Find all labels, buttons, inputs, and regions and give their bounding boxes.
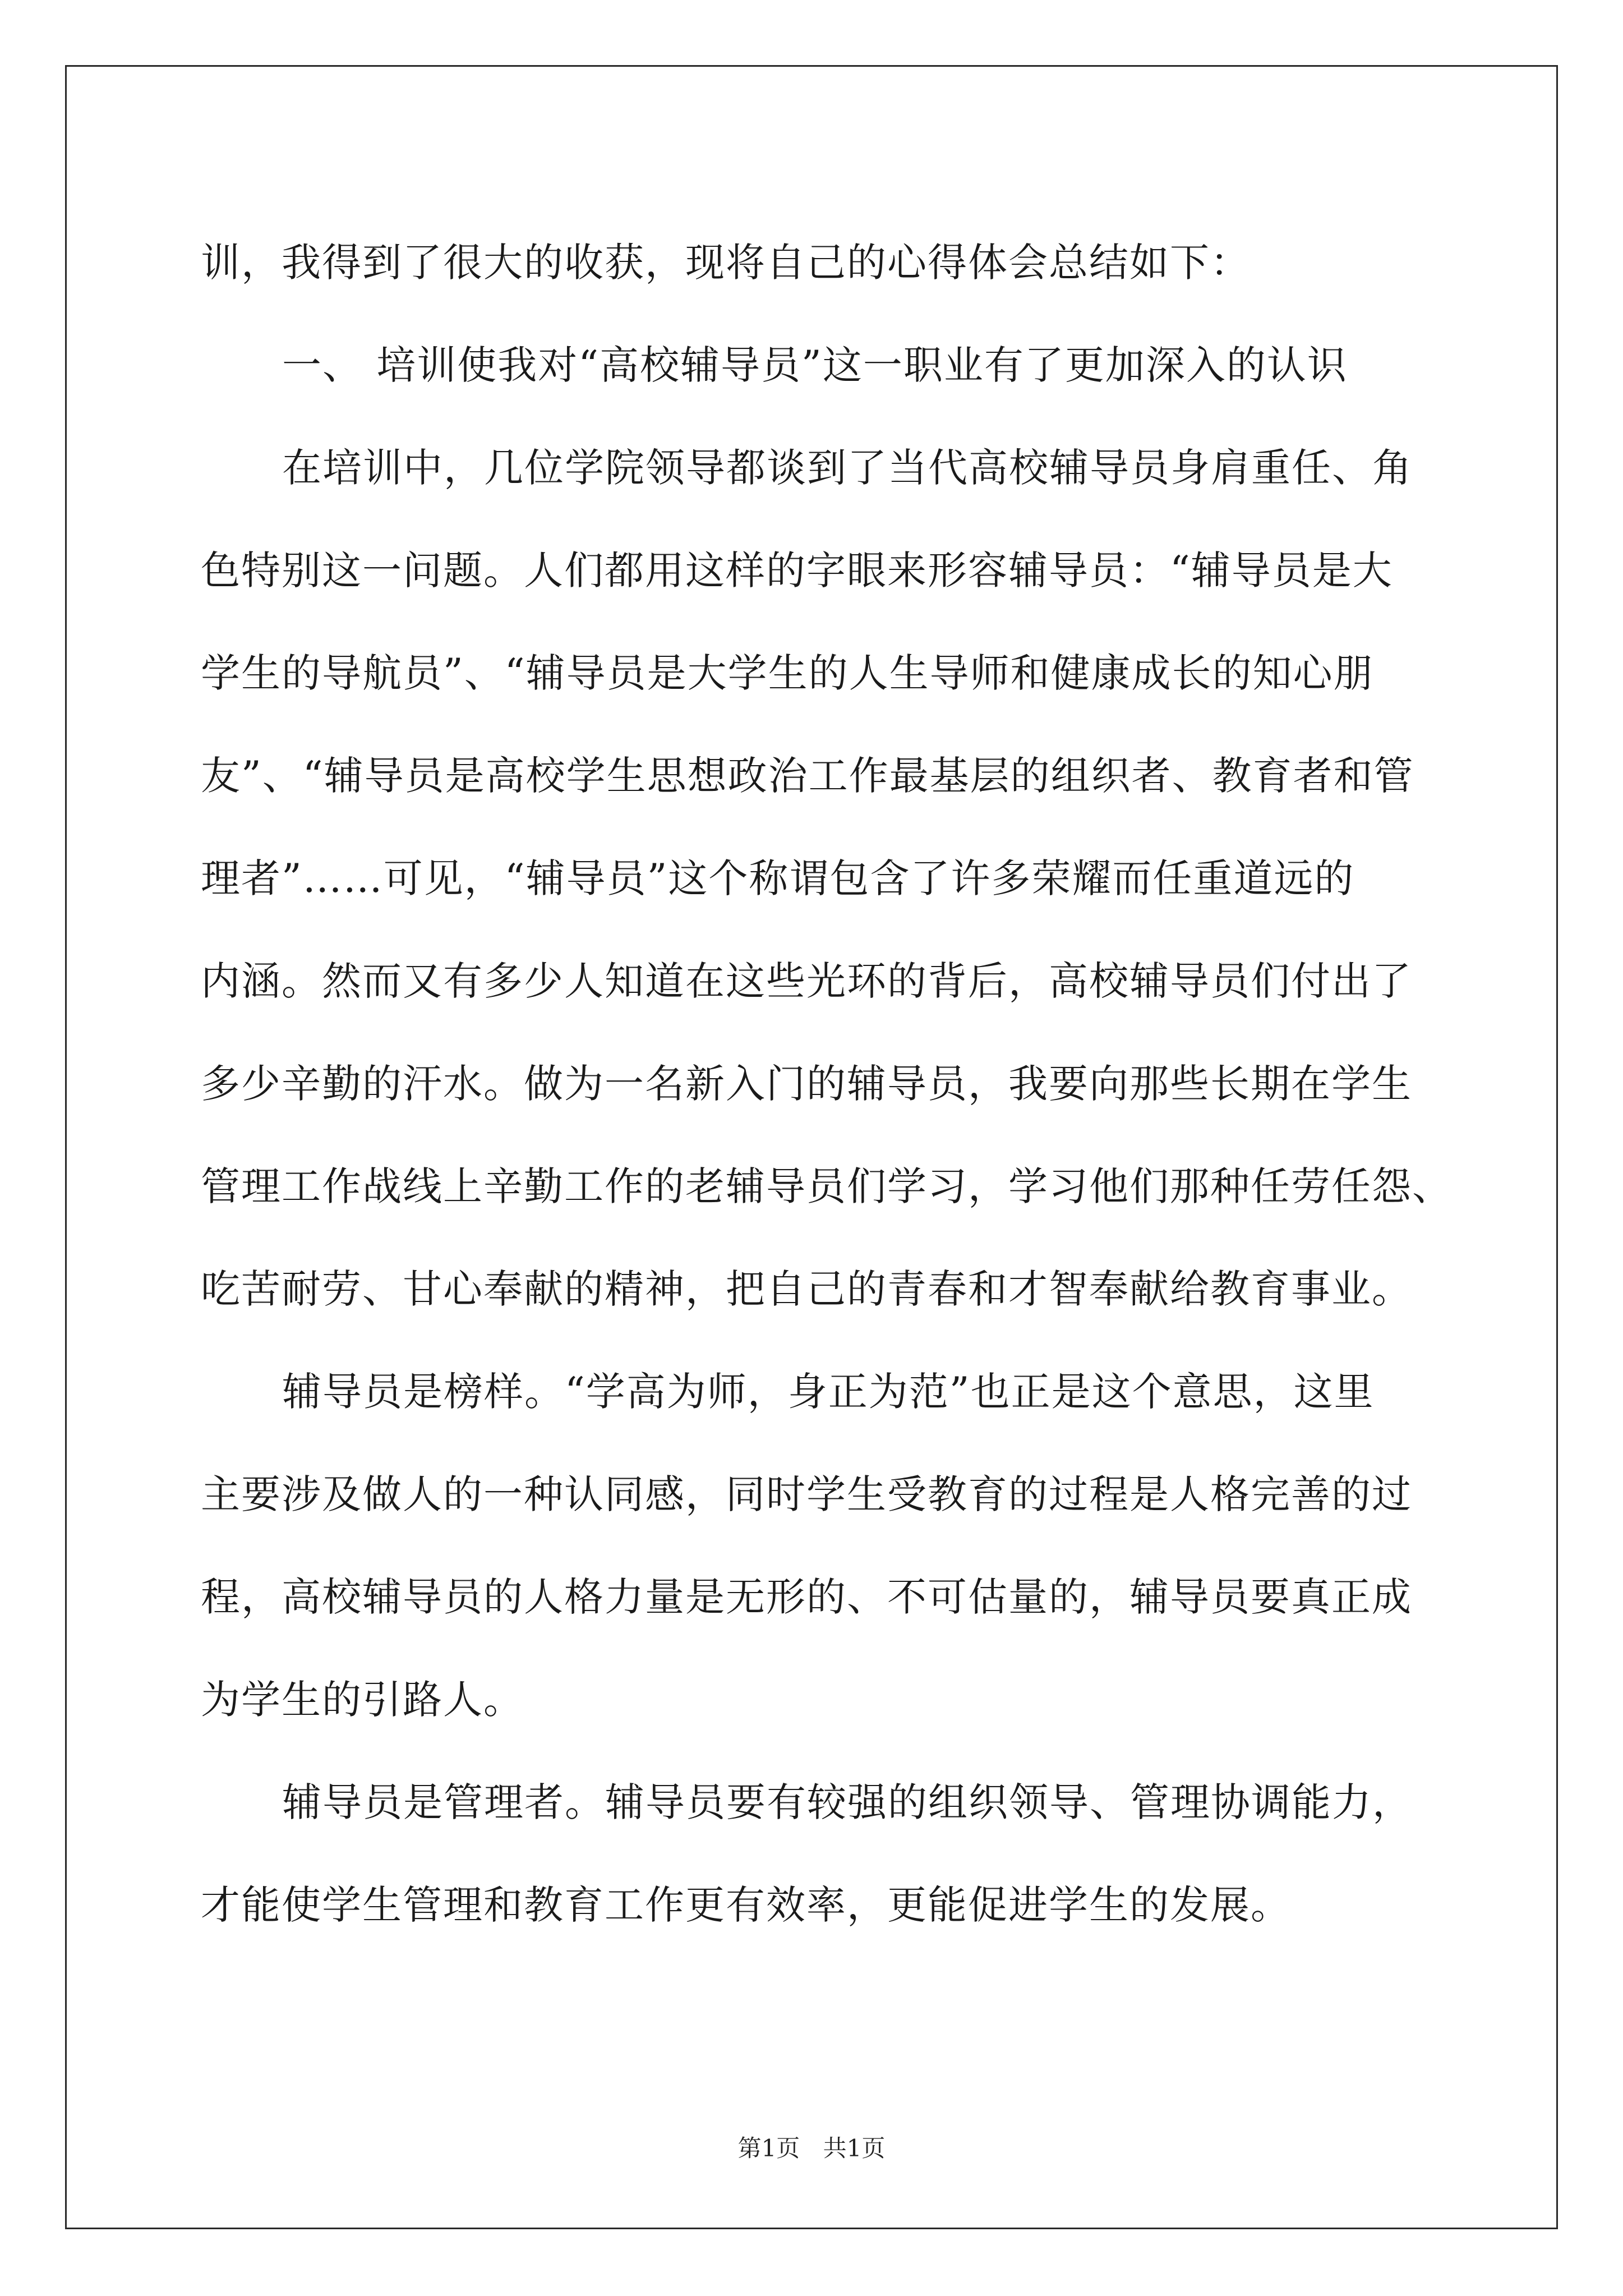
text-line: 为学生的引路人。 [201, 1677, 524, 1723]
text-line: 友”、“辅导员是高校学生思想政治工作最基层的组织者、教育者和管 [201, 753, 1414, 799]
page-number: 第1页 [737, 2134, 800, 2162]
text-line: 学生的导航员”、“辅导员是大学生的人生导师和健康成长的知心朋 [201, 650, 1374, 696]
text-line: 吃苦耐劳、甘心奉献的精神，把自己的青春和才智奉献给教育事业。 [201, 1266, 1412, 1312]
text-line: 理者”……可见，“辅导员”这个称谓包含了许多荣耀而任重道远的 [201, 855, 1355, 901]
text-line: 程，高校辅导员的人格力量是无形的、不可估量的，辅导员要真正成 [201, 1574, 1412, 1620]
page-footer [0, 2133, 1623, 2164]
text-line: 管理工作战线上辛勤工作的老辅导员们学习，学习他们那种任劳任怨、 [201, 1163, 1453, 1209]
text-line: 内涵。然而又有多少人知道在这些光环的背后，高校辅导员们付出了 [201, 958, 1412, 1004]
page-total: 共1页 [823, 2134, 886, 2162]
text-line: 多少辛勤的汗水。做为一名新入门的辅导员，我要向那些长期在学生 [201, 1061, 1412, 1107]
text-line: 辅导员是榜样。“学高为师，身正为范”也正是这个意思，这里 [282, 1369, 1375, 1415]
text-line: 才能使学生管理和教育工作更有效率，更能促进学生的发展。 [201, 1882, 1291, 1928]
text-line: 辅导员是管理者。辅导员要有较强的组织领导、管理协调能力， [282, 1779, 1413, 1825]
text-line: 训，我得到了很大的收获，现将自己的心得体会总结如下： [201, 240, 1251, 286]
text-line: 色特别这一问题。人们都用这样的字眼来形容辅导员：“辅导员是大 [201, 547, 1393, 593]
text-line: 主要涉及做人的一种认同感，同时学生受教育的过程是人格完善的过 [201, 1471, 1412, 1517]
text-line: 在培训中，几位学院领导都谈到了当代高校辅导员身肩重任、角 [282, 445, 1413, 491]
document-body [201, 211, 1463, 1957]
section-heading: 一、 培训使我对“高校辅导员”这一职业有了更加深入的认识 [282, 342, 1348, 388]
